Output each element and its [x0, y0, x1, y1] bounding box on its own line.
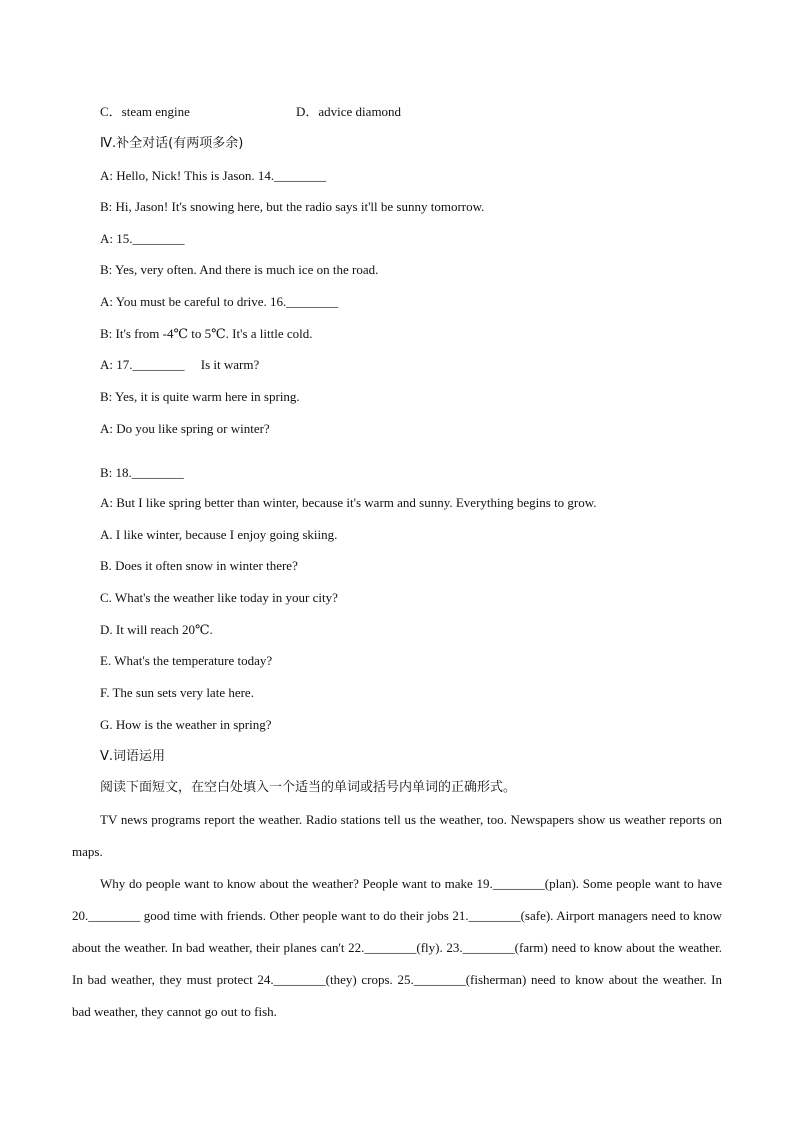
passage-text: TV news programs report the weather. Radio stations tell us the weather, too. Newspapers show us weather reports on maps. [72, 812, 722, 859]
dialogue-line: A: Do you like spring or winter? [100, 421, 270, 436]
section-5-instruction: 阅读下面短文，在空白处填入一个适当的单词或括号内单词的正确形式。 [100, 780, 517, 795]
dialogue-line: A: Hello, Nick! This is Jason. 14.________ [100, 168, 327, 183]
dialogue-line: B: 18.________ [100, 465, 184, 480]
section-4-heading: Ⅳ.补全对话(有两项多余) [100, 136, 244, 151]
answer-choice: C. What's the weather like today in your city? [100, 590, 338, 605]
option-c: C．steam engine [100, 104, 190, 119]
passage-paragraph-2 [72, 868, 722, 1028]
dialogue-line: A: 15.________ [100, 231, 185, 246]
dialogue-line: A: But I like spring better than winter, because it's warm and sunny. Everything begins to grow. [100, 495, 597, 510]
answer-choice: B. Does it often snow in winter there? [100, 558, 298, 573]
passage-paragraph-1 [72, 804, 722, 868]
option-d: D．advice diamond [296, 104, 402, 119]
answer-choice: D. It will reach 20℃. [100, 622, 213, 637]
dialogue-line: B: It's from -4℃ to 5℃. It's a little cold. [100, 326, 313, 341]
answer-choice: F. The sun sets very late here. [100, 685, 254, 700]
answer-choice: E. What's the temperature today? [100, 653, 273, 668]
passage-text: Why do people want to know about the weather? People want to make 19.________(plan). Some people want to have 20.________ good time with friends. Other people want to do their jobs 21.________(safe). Airport managers need to know about the weather. In bad weather, their planes can't 22.________(fly). 23.________(farm) need to know about the weather. In bad weather, they must protect 24.________(they) crops. 25.________(fisherman) need to know about the weather. In bad weather, they cannot go out to fish. [72, 876, 722, 1019]
answer-choice: A. I like winter, because I enjoy going skiing. [100, 527, 338, 542]
dialogue-line: A: 17.________ Is it warm? [100, 357, 260, 372]
answer-choice: G. How is the weather in spring? [100, 717, 272, 732]
dialogue-line: B: Yes, it is quite warm here in spring. [100, 389, 300, 404]
section-5-heading: Ⅴ.词语运用 [100, 749, 166, 764]
dialogue-line: A: You must be careful to drive. 16.________ [100, 294, 339, 309]
dialogue-line: B: Hi, Jason! It's snowing here, but the radio says it'll be sunny tomorrow. [100, 199, 485, 214]
dialogue-line: B: Yes, very often. And there is much ice on the road. [100, 262, 379, 277]
